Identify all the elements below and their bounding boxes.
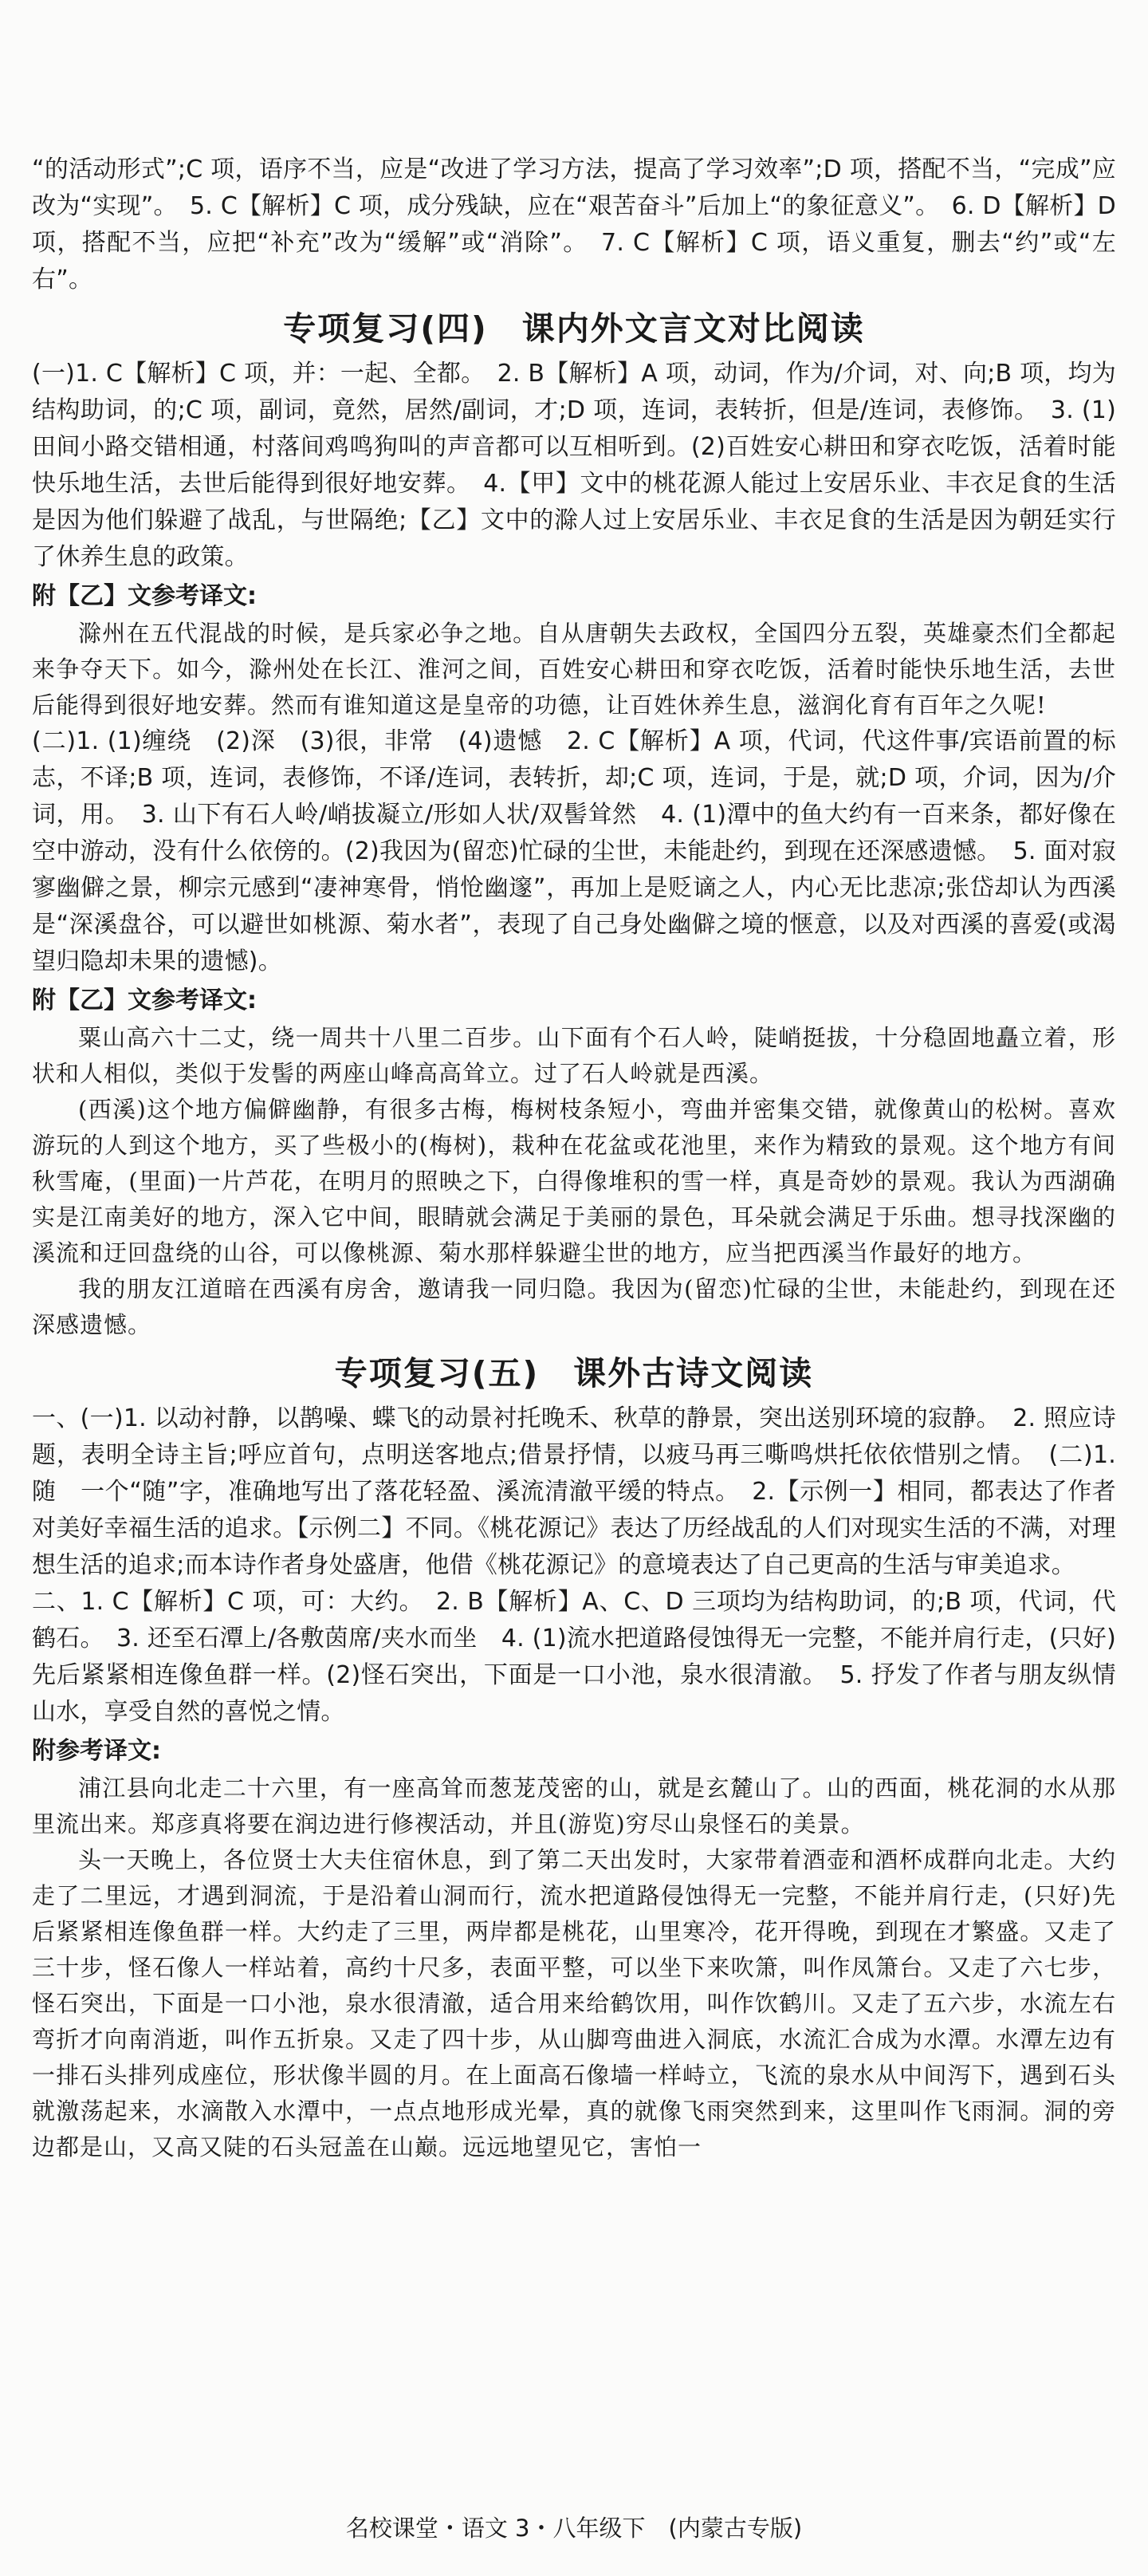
section-5-answers-2: 二、1. C【解析】C 项，可：大约。 2. B【解析】A、C、D 三项均为结构助词，的;B 项，代词，代鹤石。 3. 还至石潭上/各敷茵席/夹水而坐 4. (1)流水把道路侵蚀得无一完整，不能并肩行走，(只好)先后紧紧相连像鱼群一样。(2)怪石突出，下面是一口小池，泉水很清澈。 5. 抒发了作者与朋友纵情山水，享受自然的喜悦之情。 [32,1588,1116,1726]
section-4-title: 专项复习(四) 课内外文言文对比阅读 [283,309,865,348]
top-answers: “的活动形式”;C 项，语序不当，应是“改进了学习方法，提高了学习效率”;D 项，搭配不当，“完成”应改为“实现”。 5. C【解析】C 项，成分残缺，应在“艰苦奋斗”后加上“的象征意义”。 6. D【解析】D 项，搭配不当，应把“补充”改为“缓解”或“消除”。 7. C【解析】C 项，语义重复，删去“约”或“左右”。 [32,156,1116,293]
section-4-translation-1-label: 附【乙】文参考译文: [32,582,257,610]
section-5-translation-para: 头一天晚上，各位贤士大夫住宿休息，到了第二天出发时，大家带着酒壶和酒杯成群向北走。大约走了二里远，才遇到洞流，于是沿着山洞而行，流水把道路侵蚀得无一完整，不能并肩行走，(只好)先后紧紧相连像鱼群一样。大约走了三里，两岸都是桃花，山里寒冷，花开得晚，到现在才繁盛。又走了三十步，怪石像人一样站着，高约十尺多，表面平整，可以坐下来吹箫，叫作凤箫台。又走了六七步，怪石突出，下面是一口小池，泉水很清澈，适合用来给鹤饮用，叫作饮鹤川。又走了五六步，水流左右弯折才向南消逝，叫作五折泉。又走了四十步，从山脚弯曲进入洞底，水流汇合成为水潭。水潭左边有一排石头排列成座位，形状像半圆的月。在上面高石像墙一样峙立，飞流的泉水从中间泻下，遇到石头就激荡起来，水滴散入水潭中，一点点地形成光晕，真的就像飞雨突然到来，这里叫作飞雨洞。洞的旁边都是山，又高又陡的石头冠盖在山巅。远远地望见它，害怕一 [32,1846,1116,2160]
section-5-answers-1: 一、(一)1. 以动衬静，以鹊噪、蝶飞的动景衬托晚禾、秋草的静景，突出送别环境的寂静。 2. 照应诗题，表明全诗主旨;呼应首句，点明送客地点;借景抒情，以疲马再三嘶鸣烘托依依惜别之情。 (二)1. 随 一个“随”字，准确地写出了落花轻盈、溪流清澈平缓的特点。 2.【示例一】相同，都表达了作者对美好幸福生活的追求。【示例二】不同。《桃花源记》表达了历经战乱的人们对现实生活的不满，对理想生活的追求;而本诗作者身处盛唐，他借《桃花源记》的意境表达了自己更高的生活与审美追求。 [32,1404,1116,1579]
section-5-title: 专项复习(五) 课外古诗文阅读 [334,1354,814,1392]
section-4-translation-2-para: 我的朋友江道暗在西溪有房舍，邀请我一同归隐。我因为(留恋)忙碌的尘世，未能赴约，到现在还深感遗憾。 [32,1275,1116,1338]
section-4-translation-2-para: 粟山高六十二丈，绕一周共十八里二百步。山下面有个石人岭，陡峭挺拔，十分稳固地矗立着，形状和人相似，类似于发髻的两座山峰高高耸立。过了石人岭就是西溪。 [32,1024,1116,1087]
page-content [32,152,1116,2165]
section-4-answers-1: (一)1. C【解析】C 项，并：一起、全都。 2. B【解析】A 项，动词，作为/介词，对、向;B 项，均为结构助词，的;C 项，副词，竟然，居然/副词，才;D 项，连词，表转折，但是/连词，表修饰。 3. (1)田间小路交错相通，村落间鸡鸣狗叫的声音都可以互相听到。(2)百姓安心耕田和穿衣吃饭，活着时能快乐地生活，去世后能得到很好地安葬。 4.【甲】文中的桃花源人能过上安居乐业、丰衣足食的生活是因为他们躲避了战乱，与世隔绝;【乙】文中的滁人过上安居乐业、丰衣足食的生活是因为朝廷实行了休养生息的政策。 [32,360,1116,571]
section-4-translation-1: 滁州在五代混战的时候，是兵家必争之地。自从唐朝失去政权，全国四分五裂，英雄豪杰们全都起来争夺天下。如今，滁州处在长江、淮河之间，百姓安心耕田和穿衣吃饭，活着时能快乐地生活，去世后能得到很好地安葬。然而有谁知道这是皇帝的功德，让百姓休养生息，滋润化育有百年之久呢! [32,620,1116,719]
page-footer: 名校课堂・语文 3・八年级下 (内蒙古专版) [345,2515,803,2542]
section-4-translation-2-label: 附【乙】文参考译文: [32,987,257,1014]
section-5-translation-para: 浦江县向北走二十六里，有一座高耸而葱茏茂密的山，就是玄麓山了。山的西面，桃花洞的水从那里流出来。郑彦真将要在润边进行修禊活动，并且(游览)穷尽山泉怪石的美景。 [32,1774,1116,1837]
section-4-answers-2: (二)1. (1)缠绕 (2)深 (3)很，非常 (4)遗憾 2. C【解析】A 项，代词，代这件事/宾语前置的标志，不译;B 项，连词，表修饰，不译/连词，表转折，却;C 项，连词，于是，就;D 项，介词，因为/介词，用。 3. 山下有石人岭/峭拔凝立/形如人状/双髻耸然 4. (1)潭中的鱼大约有一百来条，都好像在空中游动，没有什么依傍的。(2)我因为(留恋)忙碌的尘世，未能赴约，到现在还深感遗憾。 5. 面对寂寥幽僻之景，柳宗元感到“凄神寒骨，悄怆幽邃”，再加上是贬谪之人，内心无比悲凉;张岱却认为西溪是“深溪盘谷，可以避世如桃源、菊水者”，表现了自己身处幽僻之境的惬意，以及对西溪的喜爱(或渴望归隐却未果的遗憾)。 [32,727,1116,975]
section-4-translation-2-para: (西溪)这个地方偏僻幽静，有很多古梅，梅树枝条短小，弯曲并密集交错，就像黄山的松树。喜欢游玩的人到这个地方，买了些极小的(梅树)，栽种在花盆或花池里，来作为精致的景观。这个地方有间秋雪庵，(里面)一片芦花，在明月的照映之下，白得像堆积的雪一样，真是奇妙的景观。我认为西湖确实是江南美好的地方，深入它中间，眼睛就会满足于美丽的景色，耳朵就会满足于乐曲。想寻找深幽的溪流和迂回盘绕的山谷，可以像桃源、菊水那样躲避尘世的地方，应当把西溪当作最好的地方。 [32,1096,1116,1266]
section-5-translation-label: 附参考译文: [32,1737,161,1765]
